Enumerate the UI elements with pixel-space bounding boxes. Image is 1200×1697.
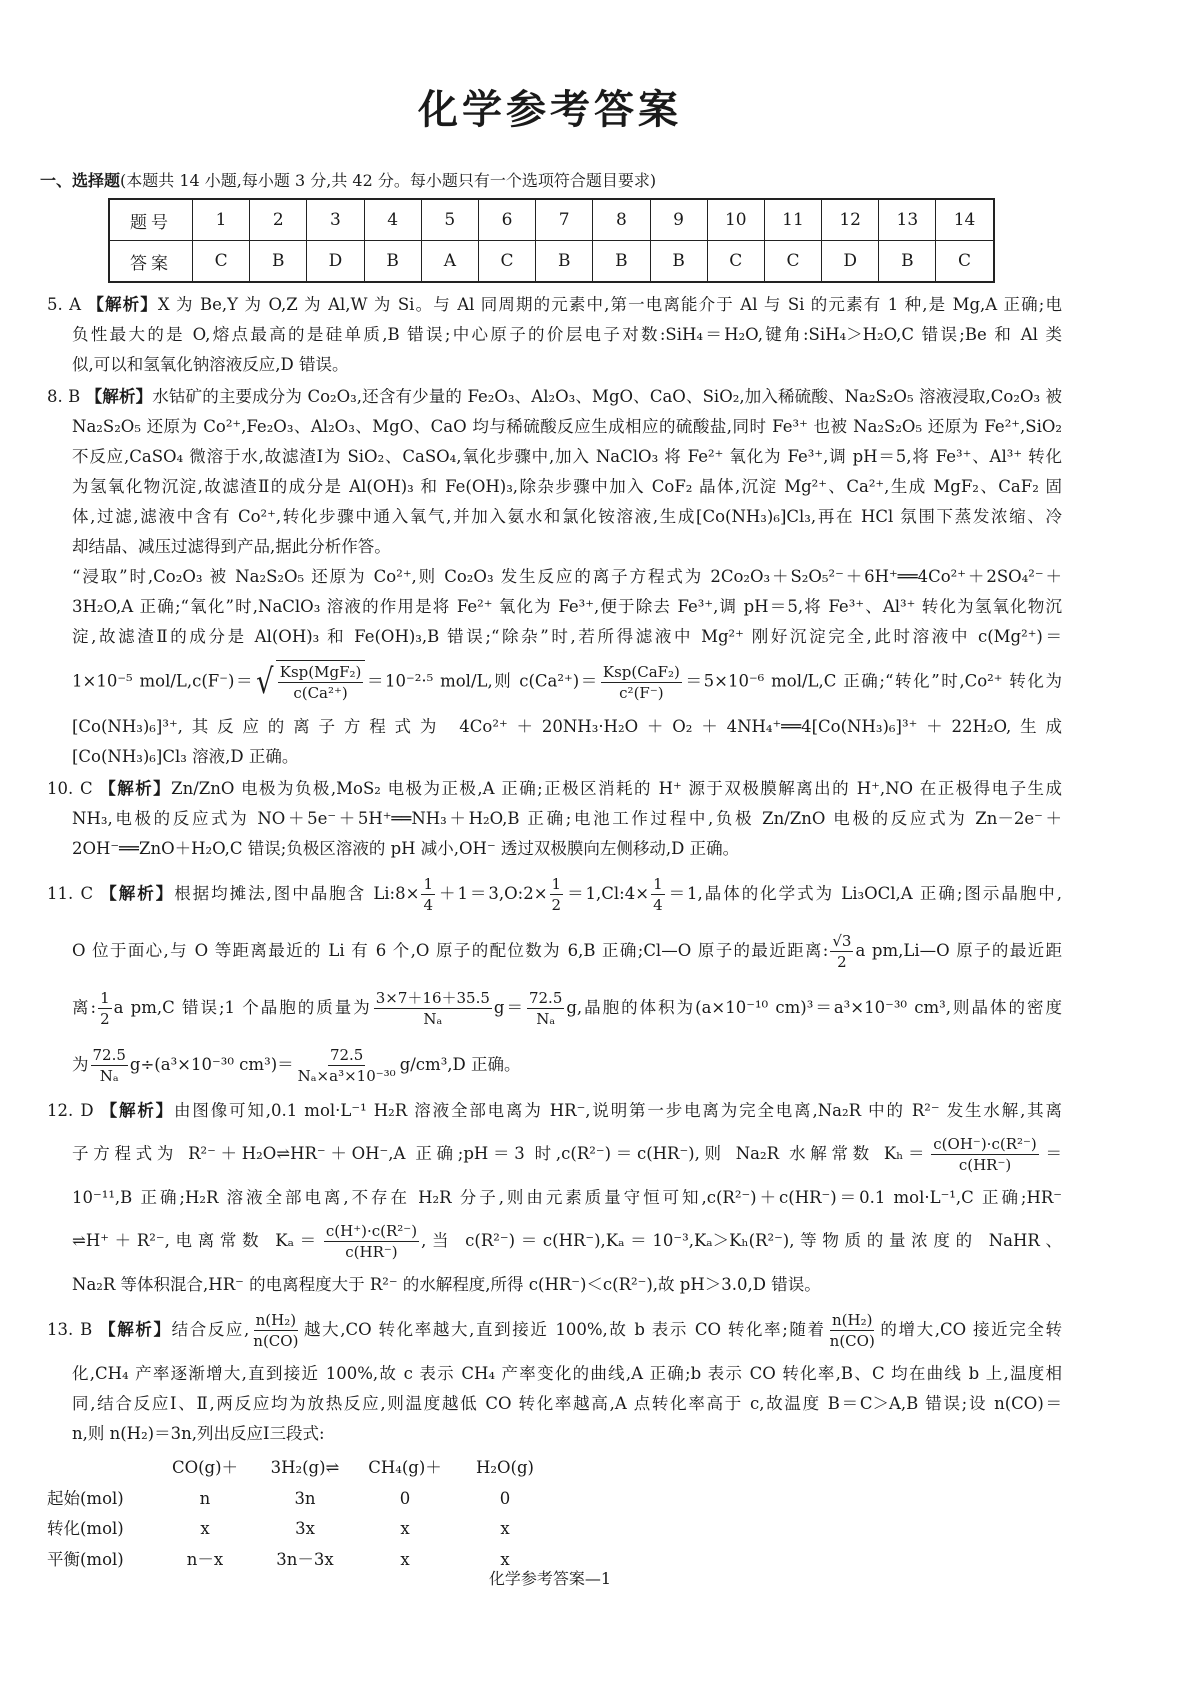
text-line (72, 1126, 1062, 1183)
text-segment: 为氢氧化物沉淀,故滤渣Ⅱ的成分是 Al(OH)₃ 和 Fe(OH)₃,除杂步骤中加入 CoF₂ 晶体,沉淀 Mg²⁺、Ca²⁺,生成 MgF₂、CaF₂ 固 (72, 477, 1062, 496)
text-line (47, 1302, 1062, 1359)
question-number: 7 (536, 199, 593, 241)
text-segment: 不反应,CaSO₄ 微溶于水,故滤渣Ⅰ为 SiO₂、CaSO₄,氧化步骤中,加入 NaClO₃ 将 Fe²⁺ 氧化为 Fe³⁺,调 pH＝5,将 Fe³⁺、Al³⁺ 转化 (72, 447, 1062, 466)
text-segment: Na₂R 等体积混合,HR⁻ 的电离程度大于 R²⁻ 的水解程度,所得 c(HR⁻)＜c(R²⁻),故 pH＞3.0,D 错误。 (72, 1275, 821, 1294)
text-segment: “浸取”时,Co₂O₃ 被 Na₂S₂O₅ 还原为 Co²⁺,则 Co₂O₃ 发生反应的离子方程式为 2Co₂O₃＋S₂O₅²⁻＋6H⁺══4Co²⁺＋2SO₄²⁻＋ (72, 567, 1062, 586)
fraction (527, 988, 564, 1029)
fraction (296, 1045, 398, 1086)
fraction (550, 874, 564, 915)
fraction-denominator: 2 (837, 953, 847, 971)
row-label: 转化(mol) (47, 1519, 124, 1538)
analysis-tag: 【解析】 (99, 779, 172, 798)
text-segment: g,晶胞的体积为(a×10⁻¹⁰ cm)³＝a³×10⁻³⁰ cm³,则晶体的密度 (566, 998, 1063, 1017)
question-number: 14 (936, 199, 994, 241)
answer-cell: A (421, 241, 478, 283)
fraction-denominator: Nₐ×a³×10⁻³⁰ (297, 1067, 396, 1085)
text-segment: ＝1,晶体的化学式为 Li₃OCl,A 正确;图示晶胞中, (666, 884, 1063, 903)
answer-cell: B (650, 241, 707, 283)
question-number: 11 (764, 199, 821, 241)
text-line (47, 382, 1062, 412)
answer-table-row-numbers (109, 199, 994, 241)
text-line (47, 774, 1062, 804)
table-cell: 3n－3x (276, 1549, 334, 1569)
answer-cell: B (250, 241, 307, 283)
text-segment: [Co(NH₃)₆]Cl₃ 溶液,D 正确。 (72, 747, 299, 766)
question-number: 3 (307, 199, 364, 241)
answer-explanation (47, 1096, 1063, 1300)
fraction-numerator: 3×7＋16＋35.5 (375, 989, 490, 1007)
text-segment: 为 (72, 1055, 89, 1074)
text-line (72, 502, 1062, 532)
question-number: 2 (250, 199, 307, 241)
fraction-numerator: 1 (653, 875, 663, 893)
fraction-numerator: c(H⁺)·c(R²⁻) (325, 1222, 418, 1240)
answer-explanation (47, 774, 1063, 864)
table-cell: n－x (186, 1549, 224, 1569)
answer-explanation (47, 866, 1063, 1094)
table-cell: x (200, 1519, 210, 1538)
table-cell: x (500, 1519, 510, 1538)
fraction-denominator: 2 (551, 896, 562, 914)
fraction-numerator: Ksp(CaF₂) (602, 662, 680, 681)
fraction (324, 1221, 419, 1262)
fraction (830, 931, 853, 972)
text-segment: 11. C (47, 884, 101, 903)
text-segment: 淀,故滤渣Ⅱ的成分是 Al(OH)₃ 和 Fe(OH)₃,B 错误;“除杂”时,若所得滤液中 Mg²⁺ 刚好沉淀完全,此时溶液中 c(Mg²⁺)＝ (72, 627, 1062, 646)
answer-cell: C (478, 241, 535, 283)
fraction (251, 1310, 300, 1351)
row-label: 题号 (109, 199, 193, 241)
text-line (72, 442, 1062, 472)
row-label: 答案 (109, 241, 193, 283)
table-cell: n (199, 1488, 211, 1508)
text-line (72, 1213, 1062, 1270)
text-segment: X 为 Be,Y 为 O,Z 为 Al,W 为 Si。与 Al 同周期的元素中,第一电离能介于 Al 与 Si 的元素有 1 种,是 Mg,A 正确;电 (157, 295, 1062, 314)
text-line (72, 1270, 1062, 1300)
analysis-tag: 【解析】 (87, 295, 158, 314)
reaction-species: CO(g)＋ (171, 1458, 239, 1477)
fraction-denominator: c²(F⁻) (619, 683, 664, 702)
table-cell: x (500, 1549, 510, 1569)
answer-cell: C (193, 241, 250, 283)
answer-table-row-answers (109, 241, 994, 283)
fraction (828, 1310, 877, 1351)
text-segment: g÷(a³×10⁻³⁰ cm³)＝ (129, 1055, 294, 1074)
analysis-tag: 【解析】 (85, 387, 153, 406)
text-segment: [Co(NH₃)₆]³⁺,其反应的离子方程式为 4Co²⁺＋20NH₃·H₂O＋O₂＋4NH₄⁺══4[Co(NH₃)₆]³⁺＋22H₂O,生成 (72, 717, 1062, 736)
fraction-numerator: Ksp(MgF₂) (279, 663, 362, 681)
section-label: 一、选择题 (40, 171, 121, 190)
text-segment: 却结晶、减压过滤得到产品,据此分析作答。 (72, 537, 391, 556)
answer-explanation (47, 382, 1063, 772)
row-label: 平衡(mol) (47, 1549, 124, 1569)
question-number: 4 (364, 199, 421, 241)
answer-cell: C (707, 241, 764, 283)
answer-cell: C (764, 241, 821, 283)
text-line (72, 562, 1062, 592)
text-line (47, 290, 1062, 320)
text-segment: 1×10⁻⁵ mol/L,c(F⁻)＝ (72, 671, 255, 691)
fraction (98, 988, 112, 1029)
fraction-numerator: n(H₂) (831, 1311, 873, 1329)
fraction-numerator: 72.5 (92, 1046, 126, 1064)
text-line (72, 1183, 1062, 1213)
fraction-denominator: Nₐ (423, 1010, 443, 1028)
answer-cell: B (879, 241, 936, 283)
text-segment: ＝10⁻²·⁵ mol/L,则 c(Ca²⁺)＝ (365, 671, 599, 691)
text-line (72, 804, 1062, 834)
text-segment: 体,过滤,滤液中含有 Co²⁺,转化步骤中通入氧气,并加入氨水和氯化铵溶液,生成[Co(NH₃)₆]Cl₃,再在 HCl 氛围下蒸发浓缩、冷 (72, 507, 1062, 526)
text-line (47, 1096, 1062, 1126)
answer-table (108, 198, 995, 283)
text-segment: 10. C (47, 779, 100, 798)
reaction-species: 3H₂(g)⇌ (270, 1458, 340, 1477)
text-line (72, 1389, 1062, 1419)
text-line (72, 592, 1062, 622)
text-line (72, 350, 1062, 380)
reaction-species: CH₄(g)＋ (368, 1458, 442, 1477)
answer-cell: D (307, 241, 364, 283)
table-cell: x (400, 1519, 410, 1538)
text-segment: 的增大,CO 接近完全转 (878, 1320, 1062, 1339)
text-line (72, 834, 1062, 864)
fraction-numerator: n(H₂) (255, 1311, 297, 1329)
fraction-denominator: 4 (653, 896, 663, 914)
text-segment: ＋1＝3,O:2× (437, 884, 548, 903)
answer-cell: B (364, 241, 421, 283)
question-number: 8 (593, 199, 650, 241)
page-title: 化学参考答案 (418, 86, 682, 133)
text-segment: 3H₂O,A 正确;“氧化”时,NaClO₃ 溶液的作用是将 Fe²⁺ 氧化为 Fe³⁺,便于除去 Fe³⁺,调 pH＝5,将 Fe³⁺、Al³⁺ 转化为氢氧化物沉 (72, 597, 1062, 616)
text-line (72, 412, 1062, 442)
text-line (72, 742, 1062, 772)
text-segment: 2OH⁻══ZnO＋H₂O,C 错误;负极区溶液的 pH 减小,OH⁻ 透过双极膜向左侧移动,D 正确。 (72, 839, 740, 858)
fraction-denominator: 2 (100, 1010, 110, 1028)
fraction-denominator: 4 (423, 896, 433, 914)
fraction-numerator: 72.5 (329, 1046, 364, 1064)
question-number: 10 (707, 199, 764, 241)
fraction-denominator: n(CO) (829, 1332, 875, 1350)
text-line (72, 1037, 1062, 1094)
table-cell: 0 (499, 1488, 511, 1508)
radical-sign-icon: √ (256, 662, 274, 702)
analysis-tag: 【解析】 (100, 884, 175, 903)
question-number: 6 (478, 199, 535, 241)
table-cell: x (400, 1549, 410, 1569)
question-number: 5 (421, 199, 478, 241)
text-segment: g＝ (493, 998, 525, 1017)
text-segment: 似,可以和氢氧化钠溶液反应,D 错误。 (72, 355, 349, 374)
text-line (47, 866, 1062, 923)
analysis-tag: 【解析】 (100, 1101, 175, 1120)
text-segment: 负性最大的是 O,熔点最高的是硅单质,B 错误;中心原子的价层电子对数:SiH₄＝H₂O,键角:SiH₄＞H₂O,C 错误;Be 和 Al 类 (72, 325, 1062, 344)
question-number: 1 (193, 199, 250, 241)
text-segment: Na₂S₂O₅ 还原为 Co²⁺,Fe₂O₃、Al₂O₃、MgO、CaO 均与稀硫酸反应生成相应的硫酸盐,同时 Fe³⁺ 也被 Na₂S₂O₅ 还原为 Fe²⁺,SiO₂ (72, 417, 1062, 436)
text-line (72, 320, 1062, 350)
radicand (276, 660, 366, 704)
text-line (72, 1359, 1062, 1389)
text-line (72, 1419, 1062, 1449)
fraction (931, 1134, 1039, 1175)
reaction-species: H₂O(g) (476, 1458, 534, 1477)
answer-cell: B (593, 241, 650, 283)
answer-cell: D (822, 241, 879, 283)
fraction-denominator: n(CO) (253, 1332, 299, 1350)
text-segment: NH₃,电极的反应式为 NO＋5e⁻＋5H⁺══NH₃＋H₂O,B 正确;电池工作过程中,负极 Zn/ZnO 电极的反应式为 Zn－2e⁻＋ (72, 809, 1062, 828)
text-line (72, 472, 1062, 502)
text-segment: ＝5×10⁻⁶ mol/L,C 正确;“转化”时,Co²⁺ 转化为 (683, 671, 1063, 691)
question-number: 13 (879, 199, 936, 241)
text-segment: a pm,Li—O 原子的最近距 (855, 941, 1062, 960)
text-segment: 5. A (47, 295, 88, 314)
text-line (72, 980, 1062, 1037)
table-cell: 3n (294, 1488, 316, 1508)
fraction-denominator: c(HR⁻) (345, 1243, 398, 1261)
text-segment: ＝ (1040, 1144, 1063, 1163)
text-segment: 离: (72, 998, 97, 1017)
answer-cell: C (936, 241, 994, 283)
text-segment: 化,CH₄ 产率逐渐增大,直到接近 100%,故 c 表示 CH₄ 产率变化的曲线,A 正确;b 表示 CO 转化率,B、C 均在曲线 b 上,温度相 (72, 1364, 1062, 1383)
text-segment: 子方程式为 R²⁻＋H₂O⇌HR⁻＋OH⁻,A 正确;pH＝3 时,c(R²⁻)＝c(HR⁻),则 Na₂R 水解常数 Kₕ＝ (72, 1144, 930, 1163)
text-segment: 8. B (47, 387, 86, 406)
text-segment: 12. D (47, 1101, 101, 1120)
text-segment: 结合反应, (171, 1320, 250, 1339)
fraction-denominator: c(HR⁻) (958, 1156, 1012, 1174)
text-line (72, 532, 1062, 562)
text-segment: g/cm³,D 正确。 (399, 1055, 521, 1074)
table-corner (47, 1453, 155, 1484)
text-segment: ＝1,Cl:4× (565, 884, 650, 903)
page-footer: 化学参考答案—1 (488, 1569, 612, 1588)
fraction (601, 662, 682, 703)
explanations (47, 290, 1063, 1575)
text-segment: 水钴矿的主要成分为 Co₂O₃,还含有少量的 Fe₂O₃、Al₂O₃、MgO、CaO、SiO₂,加入稀硫酸、Na₂S₂O₅ 溶液浸取,Co₂O₃ 被 (152, 387, 1062, 406)
text-segment: Zn/ZnO 电极为负极,MoS₂ 电极为正极,A 正确;正极区消耗的 H⁺ 源于双极膜解离出的 H⁺,NO 在正极得电子生成 (171, 779, 1063, 798)
text-segment: O 位于面心,与 O 等距离最近的 Li 有 6 个,O 原子的配位数为 6,B 正确;Cl—O 原子的最近距离: (72, 941, 829, 960)
fraction-numerator: 1 (423, 875, 433, 893)
row-label: 起始(mol) (47, 1488, 124, 1508)
fraction (421, 874, 435, 915)
fraction-denominator: c(Ca²⁺) (293, 684, 348, 702)
question-number: 9 (650, 199, 707, 241)
text-line (72, 712, 1062, 742)
answer-explanation (47, 1302, 1062, 1449)
answer-cell: B (536, 241, 593, 283)
fraction-numerator: c(OH⁻)·c(R²⁻) (933, 1135, 1037, 1153)
section-heading (40, 168, 656, 191)
analysis-tag: 【解析】 (99, 1320, 172, 1339)
fraction-numerator: 72.5 (528, 989, 563, 1007)
question-number: 12 (822, 199, 879, 241)
square-root (254, 660, 365, 704)
answer-explanation (47, 290, 1062, 380)
text-segment: 由图像可知,0.1 mol·L⁻¹ H₂R 溶液全部电离为 HR⁻,说明第一步电离为完全电离,Na₂R 中的 R²⁻ 发生水解,其离 (174, 1101, 1063, 1120)
text-line (72, 622, 1062, 652)
fraction (651, 874, 665, 915)
text-line (72, 652, 1062, 712)
text-segment: 越大,CO 转化率越大,直到接近 100%,故 b 表示 CO 转化率;随着 (302, 1320, 826, 1339)
text-segment: a pm,C 错误;1 个晶胞的质量为 (113, 998, 372, 1017)
reaction-table (47, 1453, 1062, 1575)
table-cell: 0 (399, 1488, 411, 1508)
text-segment: 同,结合反应Ⅰ、Ⅱ,两反应均为放热反应,则温度越低 CO 转化率越高,A 点转化率高于 c,故温度 B＝C＞A,B 错误;设 n(CO)＝ (72, 1394, 1062, 1413)
fraction-numerator: √3 (832, 932, 852, 950)
table-cell: 3x (295, 1519, 315, 1538)
fraction (91, 1045, 128, 1086)
fraction-numerator: 1 (100, 989, 110, 1007)
section-desc: (本题共 14 小题,每小题 3 分,共 42 分。每小题只有一个选项符合题目要求) (120, 171, 657, 190)
text-segment: ⇌H⁺＋R²⁻,电离常数 Kₐ＝ (72, 1231, 322, 1250)
fraction-denominator: Nₐ (536, 1010, 556, 1028)
text-line (72, 923, 1062, 980)
text-segment: ,当 c(R²⁻)＝c(HR⁻),Kₐ＝10⁻³,Kₐ＞Kₕ(R²⁻),等物质的量浓度的 NaHR、 (421, 1231, 1062, 1250)
text-segment: 13. B (47, 1320, 100, 1339)
text-segment: n,则 n(H₂)＝3n,列出反应Ⅰ三段式: (72, 1424, 325, 1443)
text-segment: 根据均摊法,图中晶胞含 Li:8× (174, 884, 420, 903)
fraction (374, 988, 492, 1029)
fraction-denominator: Nₐ (99, 1067, 119, 1085)
fraction (278, 662, 364, 703)
text-segment: 10⁻¹¹,B 正确;H₂R 溶液全部电离,不存在 H₂R 分子,则由元素质量守恒可知,c(R²⁻)＋c(HR⁻)＝0.1 mol·L⁻¹,C 正确;HR⁻ (72, 1188, 1062, 1207)
fraction-numerator: 1 (551, 875, 562, 893)
